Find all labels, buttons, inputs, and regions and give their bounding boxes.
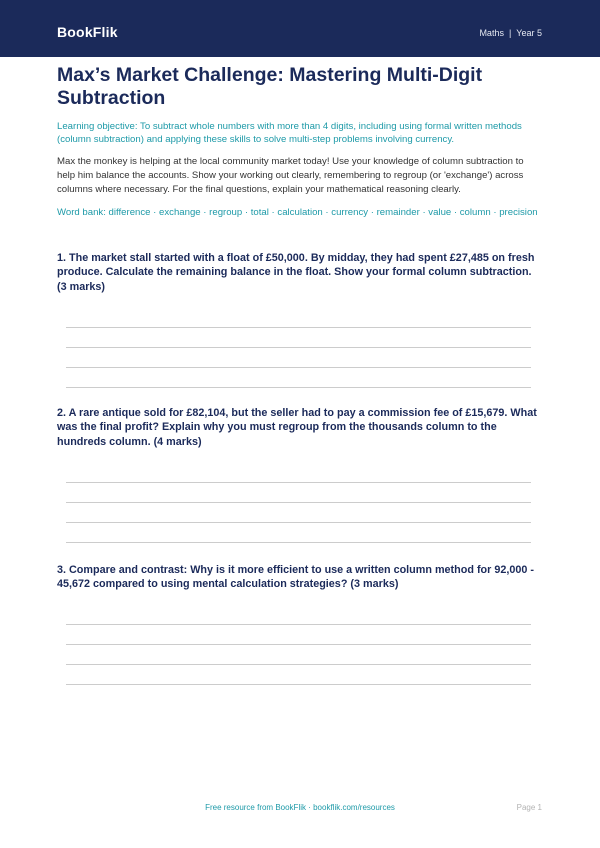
- answer-area-2[interactable]: [66, 482, 531, 562]
- worksheet-title: Max’s Market Challenge: Mastering Multi-Digit Subtraction: [57, 64, 483, 109]
- answer-line[interactable]: [66, 327, 531, 328]
- answer-line[interactable]: [66, 664, 531, 665]
- answer-line[interactable]: [66, 644, 531, 645]
- footer-resource-link[interactable]: Free resource from BookFlik · bookflik.com/resources: [205, 803, 395, 812]
- intro-paragraph: Max the monkey is helping at the local community market today! Use your knowledge of column subtraction to help him balance the accounts. Show your working out clearly, remembering to regroup (or 'exchange') across columns where necessary. For the final questions, explain your mathematical reasoning clearly.: [57, 156, 524, 196]
- answer-line[interactable]: [66, 387, 531, 388]
- subject-label: Maths: [479, 28, 504, 38]
- answer-line[interactable]: [66, 542, 531, 543]
- learning-objective: Learning objective: To subtract whole numbers with more than 4 digits, including using formal written methods (column subtraction) and applying these skills to solve multi-step problems involving currency.: [57, 121, 522, 145]
- question-3: 3. Compare and contrast: Why is it more efficient to use a written column method for 92,000 - 45,672 compared to using mental calculation strategies? (3 marks): [57, 564, 534, 591]
- page-number: Page 1: [516, 803, 542, 812]
- word-bank: Word bank: difference · exchange · regroup · total · calculation · currency · remainder · value · column · precision: [57, 207, 538, 218]
- page-header: [0, 0, 600, 57]
- brand-logo: BookFlik: [57, 24, 118, 40]
- question-1: 1. The market stall started with a float of £50,000. By midday, they had spent £27,485 on fresh produce. Calculate the remaining balance in the float. Show your formal column subtraction. (3 marks): [57, 252, 535, 293]
- answer-area-1[interactable]: [66, 327, 531, 407]
- answer-line[interactable]: [66, 624, 531, 625]
- answer-line[interactable]: [66, 482, 531, 483]
- answer-area-3[interactable]: [66, 624, 531, 704]
- answer-line[interactable]: [66, 502, 531, 503]
- subject-year-label: [479, 26, 542, 40]
- separator: |: [508, 28, 512, 38]
- question-2: 2. A rare antique sold for £82,104, but the seller had to pay a commission fee of £15,679. What was the final profit? Explain why you must regroup from the thousands column to the hundreds column. (4 marks): [57, 407, 537, 448]
- answer-line[interactable]: [66, 347, 531, 348]
- answer-line[interactable]: [66, 522, 531, 523]
- answer-line[interactable]: [66, 684, 531, 685]
- year-label: Year 5: [516, 28, 542, 38]
- answer-line[interactable]: [66, 367, 531, 368]
